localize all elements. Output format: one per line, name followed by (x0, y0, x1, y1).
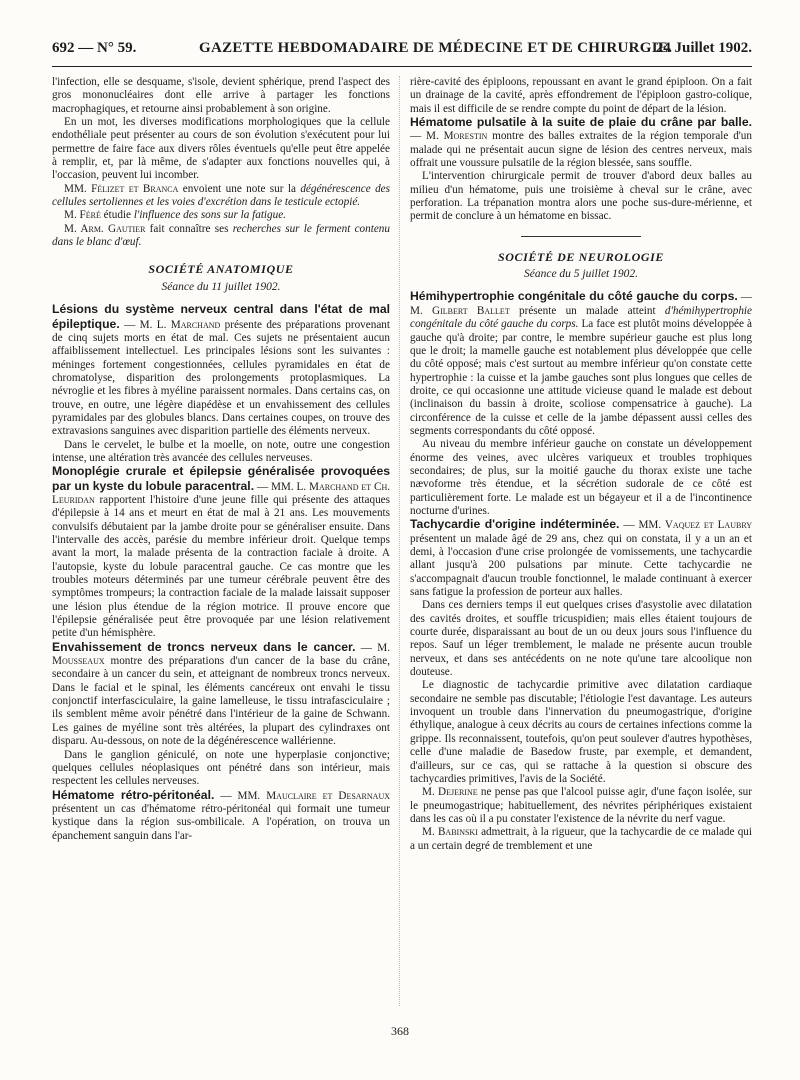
note-text: étudie (100, 209, 134, 222)
issue-date: 24 Juillet 1902. (655, 40, 752, 56)
report-text: rapportent l'histoire d'une jeune fille qui présente des attaques d'épilepsie à 14 ans et meurt en état de mal à 21 ans. Les mouvements convulsifs débutaient par la jambe droite pour se généraliser ensuite. Dans l'intervalle des accès, parésie du membre inférieur droit. Quelque temps avant la mort, la malade présenta de la contraction faciale à droite. A l'autopsie, kyste du lobule paracentral gauche. Ce cas montre que les troubles moteurs déterminés par une tumeur cérébrale peuvent être des symptômes trompeurs; la contraction faciale de la malade laissait supposer une lésion plus étendue de la région motrice. Il prouve encore que l'épilepsie généralisée peut être provoquée par une lésion relativement petite d'un hémisphère. (52, 493, 390, 640)
note-text: envoient une note sur la (178, 182, 301, 195)
report-title: Monoplégie crurale et épilepsie généralisée provoquées par un kyste du lobule paracentral. (52, 464, 390, 493)
note-title: l'influence des sons sur la fatigue. (133, 209, 286, 222)
paragraph: L'intervention chirurgicale permit de trouver d'abord deux balles au milieu d'un hématome, puis une troisième à cheval sur le crâne, avec perforation. La trépanation montra alors une poche sus-dure-mérienne, et permit de conclure à un hématome en bissac. (410, 170, 752, 223)
paragraph (410, 786, 752, 826)
report-text: présente un malade atteint (509, 304, 665, 317)
note-text: fait connaître ses (145, 222, 233, 235)
author-names: MM. L. Marchand et Ch. Leuridan (52, 480, 390, 506)
author-names: M. L. Marchand (139, 318, 221, 331)
author-names: M. Mousseaux (52, 641, 390, 668)
author-names: M. Dejerine (422, 786, 478, 799)
report-title: Hémihypertrophie congénitale du côté gauche du corps. (410, 289, 738, 304)
report-paragraph: Hémihypertrophie congénitale du côté gauche du corps. — M. Gilbert Ballet présente un malade atteint d'hémihypertrophie congénitale du côté gauche du corps. La face est plutôt moins développée à gauche qu'à droite; par contre, le membre supérieur gauche est plus long que le droit; la mamelle gauche est notablement plus développée que celle du côté opposé; mais c'est surtout au membre inférieur qu'on constate cette hypertrophie : la cuisse et la jambe gauches sont plus longues que celles de droite, ce qui occasionne une attitude vicieuse quand le malade est debout (inclinaison du bassin à droite, scoliose compensatrice à gauche). La circonférence de la cuisse et celle de la jambe dépassent aussi celles des segments correspondants du côté opposé. (410, 289, 752, 437)
paragraph (410, 826, 752, 853)
report-text: montre des préparations d'un cancer de la base du crâne, secondaire à un cancer du sein, et atteignant de nombreux troncs nerveux. Dans le facial et le spinal, les éléments cancéreux ont envahi le tissu conjonctif interfasciculaire, la gaine lamelleuse, le tissu intrafasciculaire ; ils semblent même avoir pénétré dans l'intérieur de la gaine de Schwann. Les gaines de myéline sont très altérées, la plupart des cylindraxes ont disparu. Au-dessous, on note de la dégénérescence wallérienne. (52, 655, 390, 748)
folio-number: 368 (391, 1024, 409, 1038)
author-names: MM. Félizet et Branca (64, 182, 179, 195)
report-text: montre des balles extraites de la région temporale d'un malade qui ne présentait aucun signe de lésion des centres nerveux, mais offrait une voussure pulsatile de la région blessée, sans souffle. (410, 130, 752, 170)
communication-note (52, 209, 390, 222)
report-title: Envahissement de troncs nerveux dans le cancer. (52, 639, 356, 654)
note-title: dégénérescence des cellules sertoliennes et les voies d'excrétion dans le testicule ectopié. (52, 182, 390, 209)
report-paragraph: Hématome rétro-péritonéal. — MM. Mauclaire et Desarnaux présentent un cas d'hématome rétro-péritonéal qui formait une tumeur kystique dans la région sus-ombilicale. A l'opération, on trouva un épanchement sanguin dans l'ar- (52, 787, 390, 842)
paragraph: Le diagnostic de tachycardie primitive avec dilatation cardiaque secondaire ne semble pas discutable; l'étiologie l'est davantage. Les auteurs invoquent un trouble dans l'innervation du pneumogastrique, d'origine éthylique, analogue à ceux décrits au cours de certaines infections comme la grippe. Ils reconnaissent, toutefois, qu'on peut soulever d'autres hypothèses, celle d'une maladie de Basedow fruste, par exemple, et demandent, d'ailleurs, sur ce cas, qui se rattache à la question si obscure des tachycardies primitives, l'avis de la Société. (410, 679, 752, 785)
author-names: M. Morestin (426, 130, 488, 143)
report-text: admettrait, à la rigueur, que la tachycardie de ce malade qui a un certain degré de tremblement et une (410, 826, 752, 852)
report-text: ne pense pas que l'alcool puisse agir, d'une façon isolée, sur le pneumogastrique; habituellement, des névrites périphériques existaient dans les cas où il a pu constater l'existence de la névrite du nerf vague. (410, 786, 752, 825)
paragraph: Au niveau du membre inférieur gauche on constate un développement énorme des veines, avec ulcères variqueux et troubles trophiques secondaires; de plus, sur la moitié gauche du thorax existe une tache nævoforme très étendue, et la sécrétion sudorale de ce côté est particulièrement forte. Le malade est un bégayeur et il a de l'incontinence nocturne d'urines. (410, 438, 752, 517)
report-paragraph: Envahissement de troncs nerveux dans le cancer. — M. Mousseaux montre des préparations d'un cancer de la base du crâne, secondaire à un cancer du sein, et atteignant de nombreux troncs nerveux. Dans le facial et le spinal, les éléments cancéreux ont envahi le tissu conjonctif interfasciculaire, la gaine lamelleuse, le tissu intrafasciculaire ; ils semblent même avoir pénétré dans l'intérieur de la gaine de Schwann. Les gaines de myéline sont très altérées, la plupart des cylindraxes ont disparu. Au-dessous, on note de la dégénérescence wallérienne. (52, 639, 390, 748)
report-paragraph: Monoplégie crurale et épilepsie généralisée provoquées par un kyste du lobule paracentral. — MM. L. Marchand et Ch. Leuridan rapportent l'histoire d'une jeune fille qui présente des attaques d'épilepsie à 14 ans et meurt en état de mal à 21 ans. Les mouvements convulsifs débutaient par la jambe droite pour se généraliser ensuite. Dans l'intervalle des accès, parésie du membre inférieur droit. Quelque temps avant la mort, la malade présenta de la contraction faciale à droite. A l'autopsie, kyste du lobule paracentral gauche. Ce cas montre que les troubles moteurs déterminés par une tumeur cérébrale peuvent être des symptômes trompeurs; la contraction faciale de la malade laissait supposer une lésion plus étendue de la région motrice. Il prouve encore que l'épilepsie généralisée peut être provoquée par une lésion relativement petite d'un hémisphère. (52, 464, 390, 640)
paragraph: En un mot, les diverses modifications morphologiques que la cellule endothéliale peut présenter au cours de son évolution s'exécutent pour lui permettre de faire face aux divers rôles éventuels qu'elle peut être appelée à remplir, et, par là même, de s'adapter aux fonctions nouvelles qui, à l'occasion, peuvent lui incomber. (52, 116, 390, 182)
running-header (52, 40, 752, 64)
communication-note (52, 183, 390, 210)
paragraph: Dans le ganglion géniculé, on note une hyperplasie conjonctive; quelques cellules néoplasiques ont pénétré dans son intérieur, mais respectent les cellules nerveuses. (52, 748, 390, 788)
session-date: Séance du 11 juillet 1902. (161, 280, 281, 293)
report-text: présente des préparations provenant de cinq sujets morts en état de mal. Ces sujets ne présentaient aucun affaiblissement intellectuel. Les principales lésions sont les suivantes : méninges fortement congestionnées, cellules pyramidales en état de chromatolyse, disparition des prolongements protoplasmiques. La névroglie et les fibres à myéline paraissent normales. Dans certains cas, on trouve, en outre, une légère diapédèse et un envahissement des cellules pyramidales par des globules blancs. Dans certaines coupes, on trouve des extravasions sanguines avec disparition partielle des éléments nerveux. (52, 318, 390, 438)
paragraph: Dans le cervelet, le bulbe et la moelle, on note, outre une congestion intense, une altération très avancée des cellules nerveuses. (52, 438, 390, 464)
author-names: MM. Vaquez et Laubry (638, 519, 752, 532)
author-names: M. Arm. Gautier (64, 222, 146, 235)
note-title: recherches sur le ferment contenu dans le blanc d'œuf. (52, 222, 390, 249)
right-column (410, 76, 752, 1006)
report-title: Hématome rétro-péritonéal. (52, 787, 215, 802)
paragraph: l'infection, elle se desquame, s'isole, devient sphérique, prend l'aspect des gros mononucléaires dont elle arrive à partager les fonctions macrophagiques, et retourne ainsi probablement à son origine. (52, 76, 390, 115)
left-column (52, 76, 390, 1006)
section-separator (521, 236, 641, 237)
communication-note (52, 223, 390, 250)
session-date: Séance du 5 juillet 1902. (523, 268, 639, 281)
report-italic: d'hémihypertrophie congénitale du côté gauche du corps. (410, 304, 752, 331)
journal-title: GAZETTE HEBDOMADAIRE DE MÉDECINE ET DE CHIRURGIE. (199, 40, 673, 56)
author-names: M. Babinski (422, 826, 478, 839)
report-paragraph: Lésions du système nerveux central dans l'état de mal épileptique. — M. L. Marchand présente des préparations provenant de cinq sujets morts en état de mal. Ces sujets ne présentaient aucun affaiblissement intellectuel. Les principales lésions sont les suivantes : méninges fortement congestionnées, cellules pyramidales en état de chromatolyse, disparition des prolongements protoplasmiques. La névroglie et les fibres à myéline paraissent normales. Dans certains cas, on trouve, en outre, une légère diapédèse et un envahissement des cellules pyramidales par des globules blancs. Dans certaines coupes, on trouve des extravasions sanguines avec disparition partielle des éléments nerveux. (52, 302, 390, 438)
report-paragraph: Tachycardie d'origine indéterminée. — MM. Vaquez et Laubry présentent un malade âgé de 29 ans, chez qui on constata, il y a un an et demi, à l'occasion d'une crise prolongée de vomissements, une tachycardie allant jusqu'à 200 pulsations par minute. Cette tachycardie ne s'accompagnait d'aucun trouble fonctionnel, le malade continuant à exercer sans fatigue la profession de porteur aux halles. (410, 517, 752, 599)
report-title: Lésions du système nerveux central dans l'état de mal épileptique. (52, 302, 390, 331)
page-number-issue: 692 — N° 59. (52, 40, 137, 56)
author-names: MM. Mauclaire et Desarnaux (237, 789, 390, 802)
report-text: présentent un malade âgé de 29 ans, chez qui on constata, il y a un an et demi, à l'occasion d'une crise prolongée de vomissements, une tachycardie allant jusqu'à 200 pulsations par minute. Cette tachycardie ne s'accompagnait d'aucun trouble fonctionnel, le malade continuant à exercer sans fatigue la profession de porteur aux halles. (410, 532, 752, 599)
header-rule (52, 66, 752, 67)
author-names: M. Gilbert Ballet (410, 304, 510, 317)
report-text: présentent un cas d'hématome rétro-péritonéal qui formait une tumeur kystique dans la région sus-ombilicale. A l'opération, on trouva un épanchement sanguin dans l'ar- (52, 802, 390, 842)
society-heading: SOCIÉTÉ DE NEUROLOGIE (498, 249, 664, 264)
society-heading: SOCIÉTÉ ANATOMIQUE (148, 262, 294, 277)
column-gutter (399, 76, 400, 1006)
report-text: La face est plutôt moins développée à gauche qu'à droite; par contre, le membre supérieur gauche est plus long que le droit; la mamelle gauche est notablement plus développée que celle du côté opposé; mais c'est surtout au membre inférieur qu'on constate cette hypertrophie : la cuisse et la jambe gauches sont plus longues que celles de droite, ce qui occasionne une attitude vicieuse quand le malade est debout (inclinaison du bassin à droite, scoliose compensatrice à gauche). La circonférence de la cuisse et celle de la jambe dépassent aussi celles des segments correspondants du côté opposé. (410, 318, 752, 437)
report-paragraph: Hématome pulsatile à la suite de plaie du crâne par balle. — M. Morestin montre des balles extraites de la région temporale d'un malade qui ne présentait aucun signe de lésion des centres nerveux, mais offrait une voussure pulsatile de la région blessée, sans souffle. (410, 115, 752, 170)
paragraph: Dans ces derniers temps il eut quelques crises d'asystolie avec dilatation des cavités droites, et souffle tricuspidien; mais elles étaient toujours de courte durée, disparaissant au bout de un ou deux jours sous l'influence du repos. Sauf un léger tremblement, le malade ne présente aucun trouble nerveux, et dans ses antécédents on ne note qu'une tare alcoolique non douteuse. (410, 599, 752, 679)
report-title: Hématome pulsatile à la suite de plaie du crâne par balle. (410, 115, 752, 130)
author-names: M. Féré (64, 209, 101, 222)
paragraph: rière-cavité des épiploons, repoussant en avant le grand épiploon. On a fait un drainage de la cavité, après effondrement de l'épiploon gastro-colique, mais il est difficile de se rendre compte du point de départ de la lésion. (410, 76, 752, 115)
report-title: Tachycardie d'origine indéterminée. (410, 517, 620, 532)
